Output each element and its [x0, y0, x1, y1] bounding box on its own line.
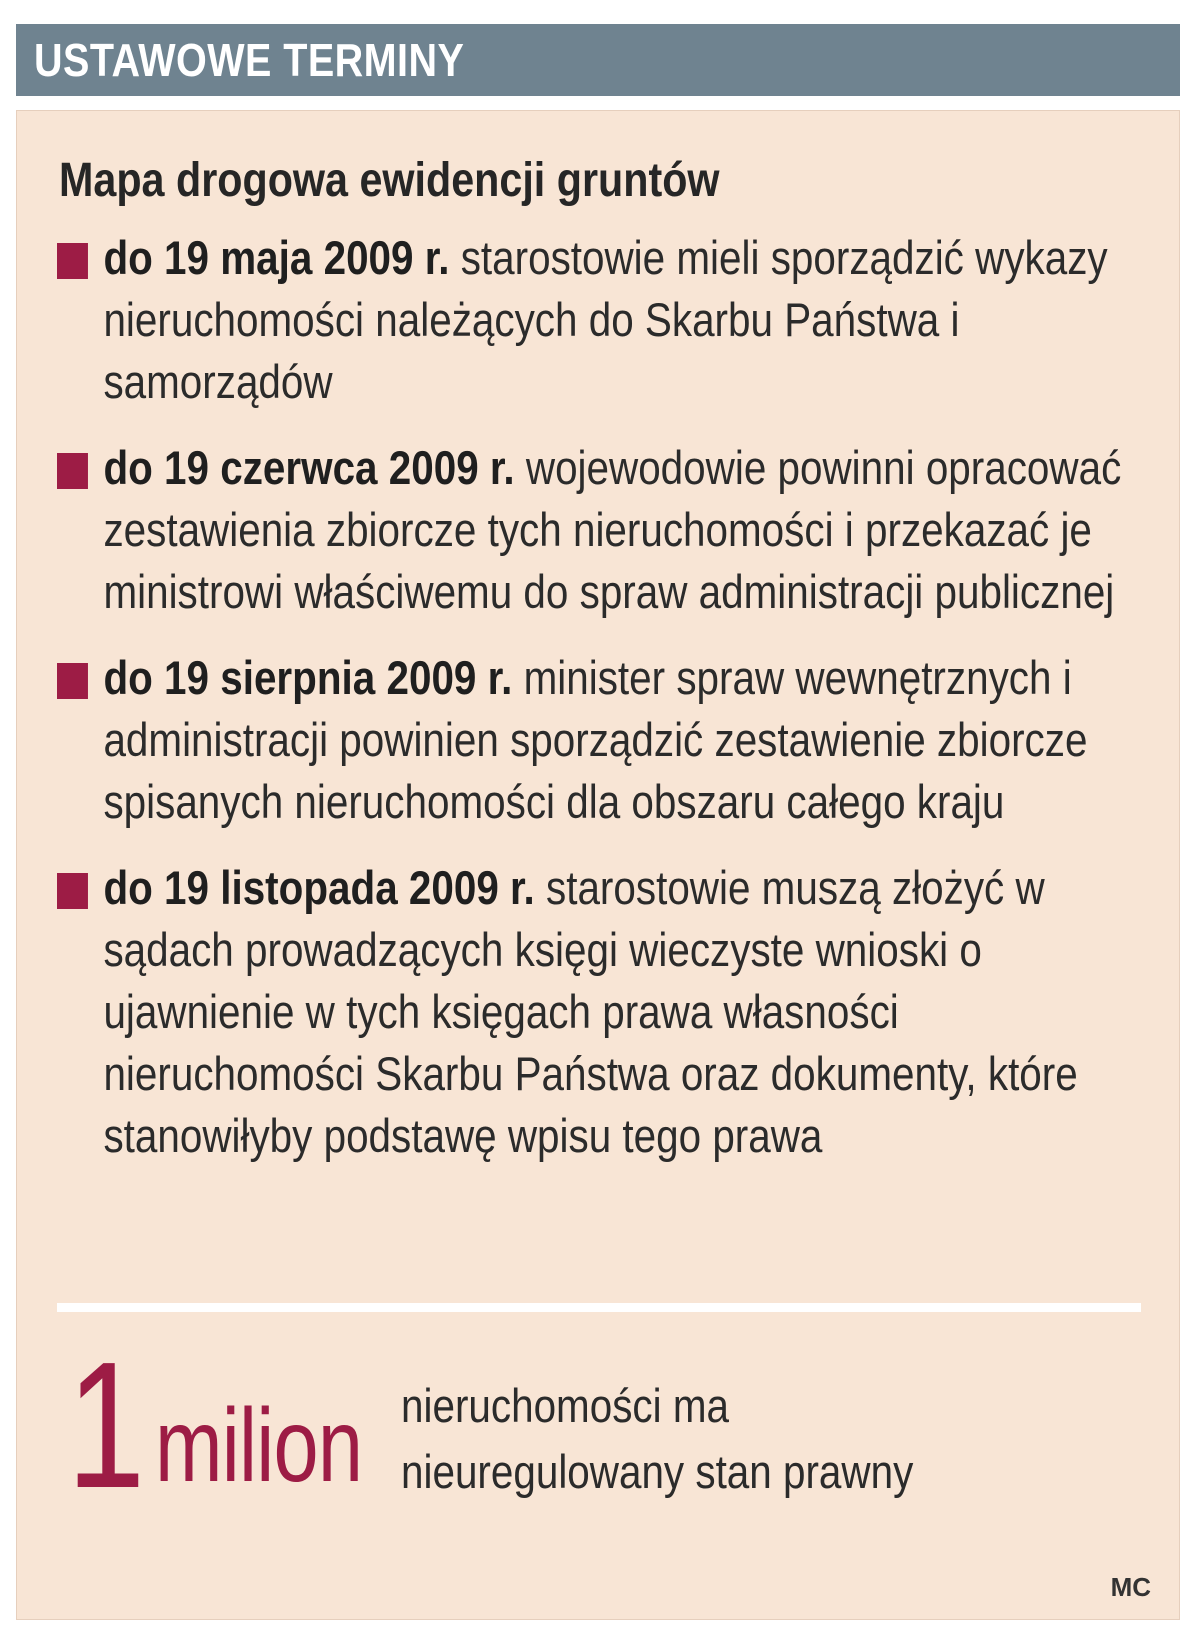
stat-number: 1: [67, 1325, 146, 1526]
deadline-date: do 19 sierpnia 2009 r.: [103, 651, 513, 704]
square-bullet-icon: [57, 243, 88, 279]
stat-unit: milion: [155, 1388, 363, 1504]
deadline-text: wojewodowie powinni opracować zestawienia zbiorcze tych nieruchomości i przekazać je ministrowi właściwemu do spraw administracji publicznej: [103, 441, 1122, 618]
deadline-date: do 19 maja 2009 r.: [103, 231, 450, 284]
deadline-date: do 19 czerwca 2009 r.: [103, 441, 515, 494]
divider: [57, 1303, 1141, 1312]
stat-description: [401, 1373, 913, 1505]
subtitle: Mapa drogowa ewidencji gruntów: [59, 154, 720, 207]
content-panel: [16, 110, 1180, 1620]
deadline-date: do 19 listopada 2009 r.: [103, 861, 535, 914]
author-initials: MC: [1110, 1572, 1151, 1602]
deadline-text: starostowie muszą złożyć w sądach prowadzących księgi wieczyste wnioski o ujawnienie w tych księgach prawa własności nieruchomości Skarbu Państwa oraz dokumenty, które stanowiłyby podstawę wpisu tego prawa: [103, 861, 1078, 1162]
deadline-text: minister spraw wewnętrznych i administracji powinien sporządzić zestawienie zbiorcze spisanych nieruchomości dla obszaru całego kraju: [103, 651, 1088, 828]
list-item: [57, 437, 1141, 623]
header-title: USTAWOWE TERMINY: [34, 34, 465, 86]
list-item: [57, 647, 1141, 833]
square-bullet-icon: [57, 453, 88, 489]
square-bullet-icon: [57, 873, 88, 909]
stat-description-line-2: nieuregulowany stan prawny: [401, 1445, 914, 1498]
list-item: [57, 857, 1141, 1167]
deadline-list: [57, 227, 1141, 1191]
square-bullet-icon: [57, 663, 88, 699]
deadline-text: starostowie mieli sporządzić wykazy nieruchomości należących do Skarbu Państwa i samorządów: [103, 231, 1108, 408]
header-bar: [16, 24, 1180, 96]
list-item: [57, 227, 1141, 413]
stat-description-line-1: nieruchomości ma: [401, 1379, 729, 1432]
